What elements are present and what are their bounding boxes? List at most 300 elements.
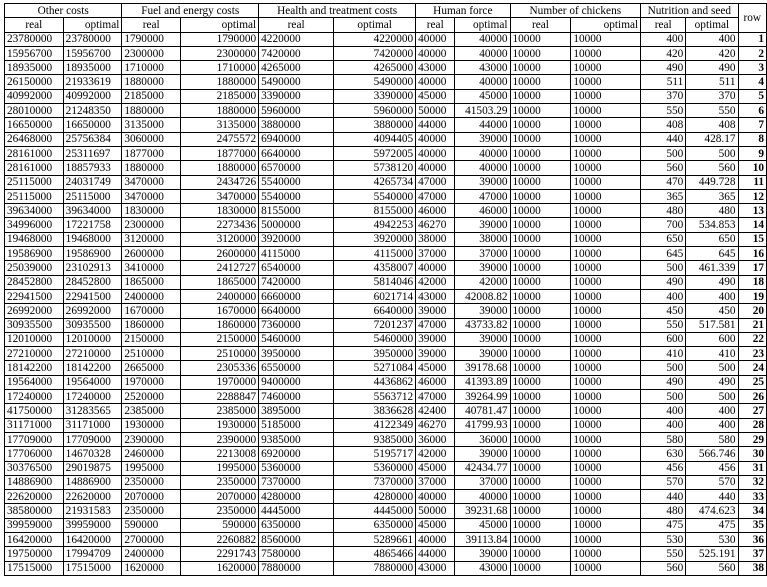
other-costs-real-cell: 19564000	[5, 375, 64, 389]
human-force-optimal-cell: 40000	[455, 161, 510, 175]
other-costs-optimal-cell: 40992000	[63, 89, 122, 103]
health-treatment-real-cell: 3895000	[259, 404, 334, 418]
human-force-optimal-cell: 39178.68	[455, 361, 510, 375]
chickens-optimal-cell: 10000	[571, 46, 641, 60]
other-costs-optimal-cell: 22620000	[63, 490, 122, 504]
fuel-energy-real-cell: 3135000	[122, 118, 181, 132]
fuel-energy-optimal-cell: 1877000	[181, 146, 259, 160]
other-costs-real-cell: 22620000	[5, 490, 64, 504]
other-costs-optimal-cell: 17221758	[63, 218, 122, 232]
nutrition-seed-real-cell: 450	[641, 304, 686, 318]
nutrition-seed-optimal-cell: 500	[686, 361, 738, 375]
fuel-energy-optimal-cell: 2600000	[181, 247, 259, 261]
nutrition-seed-real-cell: 500	[641, 390, 686, 404]
health-treatment-real-cell: 4265000	[259, 61, 334, 75]
nutrition-seed-optimal-cell: 400	[686, 32, 738, 46]
table-row	[5, 304, 767, 318]
fuel-energy-optimal-cell: 1790000	[181, 32, 259, 46]
human-force-real-cell: 45000	[416, 461, 455, 475]
other-costs-real-cell: 12010000	[5, 332, 64, 346]
other-costs-real-cell: 28161000	[5, 146, 64, 160]
table-row	[5, 89, 767, 103]
table-row	[5, 347, 767, 361]
human-force-real-cell: 45000	[416, 89, 455, 103]
other-costs-real-cell: 17709000	[5, 432, 64, 446]
chickens-real-cell: 10000	[510, 161, 571, 175]
table-row	[5, 247, 767, 261]
human-force-optimal-cell: 39000	[455, 218, 510, 232]
fuel-energy-real-cell: 1995000	[122, 461, 181, 475]
sub-header-real: real	[259, 18, 334, 32]
fuel-energy-real-cell: 3120000	[122, 232, 181, 246]
table-row	[5, 490, 767, 504]
row-number-cell: 28	[738, 418, 766, 432]
table-row	[5, 475, 767, 489]
other-costs-optimal-cell: 22941500	[63, 289, 122, 303]
nutrition-seed-optimal-cell: 645	[686, 247, 738, 261]
nutrition-seed-real-cell: 490	[641, 275, 686, 289]
health-treatment-optimal-cell: 8155000	[334, 204, 416, 218]
fuel-energy-optimal-cell: 1930000	[181, 418, 259, 432]
table-row	[5, 232, 767, 246]
other-costs-optimal-cell: 16420000	[63, 532, 122, 546]
table-body	[5, 32, 767, 575]
health-treatment-optimal-cell: 4358007	[334, 261, 416, 275]
nutrition-seed-optimal-cell: 480	[686, 204, 738, 218]
human-force-real-cell: 43000	[416, 61, 455, 75]
other-costs-real-cell: 39959000	[5, 518, 64, 532]
nutrition-seed-optimal-cell: 490	[686, 375, 738, 389]
fuel-energy-real-cell: 2300000	[122, 218, 181, 232]
row-number-cell: 37	[738, 547, 766, 561]
human-force-optimal-cell: 37000	[455, 247, 510, 261]
nutrition-seed-optimal-cell: 511	[686, 75, 738, 89]
other-costs-real-cell: 17515000	[5, 561, 64, 575]
fuel-energy-real-cell: 2350000	[122, 504, 181, 518]
other-costs-optimal-cell: 14670328	[63, 447, 122, 461]
fuel-energy-optimal-cell: 1860000	[181, 318, 259, 332]
row-number-cell: 22	[738, 332, 766, 346]
human-force-optimal-cell: 39000	[455, 132, 510, 146]
human-force-optimal-cell: 41799.93	[455, 418, 510, 432]
fuel-energy-real-cell: 2390000	[122, 432, 181, 446]
fuel-energy-optimal-cell: 1970000	[181, 375, 259, 389]
other-costs-real-cell: 18935000	[5, 61, 64, 75]
health-treatment-optimal-cell: 3836628	[334, 404, 416, 418]
human-force-real-cell: 43000	[416, 289, 455, 303]
nutrition-seed-real-cell: 570	[641, 475, 686, 489]
human-force-real-cell: 50000	[416, 104, 455, 118]
fuel-energy-real-cell: 2520000	[122, 390, 181, 404]
other-costs-real-cell: 17706000	[5, 447, 64, 461]
human-force-optimal-cell: 42008.82	[455, 289, 510, 303]
human-force-real-cell: 43000	[416, 561, 455, 575]
chickens-optimal-cell: 10000	[571, 261, 641, 275]
chickens-real-cell: 10000	[510, 247, 571, 261]
fuel-energy-optimal-cell: 2273436	[181, 218, 259, 232]
human-force-optimal-cell: 40781.47	[455, 404, 510, 418]
nutrition-seed-real-cell: 630	[641, 447, 686, 461]
table-row	[5, 432, 767, 446]
health-treatment-optimal-cell: 5195717	[334, 447, 416, 461]
fuel-energy-real-cell: 1790000	[122, 32, 181, 46]
fuel-energy-optimal-cell: 2434726	[181, 175, 259, 189]
other-costs-optimal-cell: 19468000	[63, 232, 122, 246]
nutrition-seed-real-cell: 645	[641, 247, 686, 261]
fuel-energy-real-cell: 1930000	[122, 418, 181, 432]
other-costs-real-cell: 28452800	[5, 275, 64, 289]
health-treatment-optimal-cell: 6021714	[334, 289, 416, 303]
row-number-cell: 17	[738, 261, 766, 275]
sub-header-optimal: optimal	[181, 18, 259, 32]
nutrition-seed-optimal-cell: 400	[686, 418, 738, 432]
row-number-cell: 33	[738, 490, 766, 504]
row-number-cell: 11	[738, 175, 766, 189]
fuel-energy-optimal-cell: 1880000	[181, 161, 259, 175]
health-treatment-optimal-cell: 6640000	[334, 304, 416, 318]
table-row	[5, 375, 767, 389]
other-costs-optimal-cell: 24031749	[63, 175, 122, 189]
other-costs-optimal-cell: 23780000	[63, 32, 122, 46]
other-costs-real-cell: 19750000	[5, 547, 64, 561]
row-number-cell: 3	[738, 61, 766, 75]
other-costs-optimal-cell: 39959000	[63, 518, 122, 532]
chickens-real-cell: 10000	[510, 304, 571, 318]
health-treatment-real-cell: 4445000	[259, 504, 334, 518]
other-costs-optimal-cell: 29019875	[63, 461, 122, 475]
chickens-optimal-cell: 10000	[571, 232, 641, 246]
human-force-optimal-cell: 39000	[455, 447, 510, 461]
health-treatment-optimal-cell: 5289661	[334, 532, 416, 546]
human-force-optimal-cell: 39113.84	[455, 532, 510, 546]
health-treatment-real-cell: 7370000	[259, 475, 334, 489]
chickens-optimal-cell: 10000	[571, 547, 641, 561]
table-row	[5, 504, 767, 518]
fuel-energy-real-cell: 1620000	[122, 561, 181, 575]
row-number-cell: 24	[738, 361, 766, 375]
health-treatment-optimal-cell: 5460000	[334, 332, 416, 346]
human-force-real-cell: 50000	[416, 504, 455, 518]
human-force-real-cell: 46270	[416, 218, 455, 232]
fuel-energy-real-cell: 1710000	[122, 61, 181, 75]
nutrition-seed-real-cell: 400	[641, 418, 686, 432]
human-force-real-cell: 40000	[416, 146, 455, 160]
chickens-real-cell: 10000	[510, 289, 571, 303]
chickens-real-cell: 10000	[510, 189, 571, 203]
other-costs-real-cell: 25115000	[5, 175, 64, 189]
chickens-real-cell: 10000	[510, 390, 571, 404]
table-row	[5, 332, 767, 346]
group-header-nutrition-seed: Nutrition and seed	[641, 4, 738, 18]
human-force-optimal-cell: 40000	[455, 490, 510, 504]
sub-header-real: real	[510, 18, 571, 32]
other-costs-optimal-cell: 25115000	[63, 189, 122, 203]
row-number-cell: 14	[738, 218, 766, 232]
chickens-real-cell: 10000	[510, 475, 571, 489]
other-costs-real-cell: 25115000	[5, 189, 64, 203]
human-force-real-cell: 39000	[416, 347, 455, 361]
fuel-energy-real-cell: 1880000	[122, 75, 181, 89]
nutrition-seed-optimal-cell: 410	[686, 347, 738, 361]
health-treatment-optimal-cell: 5360000	[334, 461, 416, 475]
human-force-optimal-cell: 40000	[455, 46, 510, 60]
fuel-energy-real-cell: 1880000	[122, 104, 181, 118]
table-row	[5, 189, 767, 203]
fuel-energy-real-cell: 2510000	[122, 347, 181, 361]
chickens-real-cell: 10000	[510, 347, 571, 361]
other-costs-real-cell: 23780000	[5, 32, 64, 46]
nutrition-seed-optimal-cell: 420	[686, 46, 738, 60]
fuel-energy-real-cell: 3060000	[122, 132, 181, 146]
other-costs-optimal-cell: 18857933	[63, 161, 122, 175]
sub-header-optimal: optimal	[571, 18, 641, 32]
nutrition-seed-real-cell: 550	[641, 547, 686, 561]
health-treatment-real-cell: 6640000	[259, 304, 334, 318]
human-force-optimal-cell: 46000	[455, 204, 510, 218]
nutrition-seed-real-cell: 400	[641, 289, 686, 303]
row-number-cell: 29	[738, 432, 766, 446]
chickens-optimal-cell: 10000	[571, 61, 641, 75]
other-costs-optimal-cell: 14886900	[63, 475, 122, 489]
chickens-real-cell: 10000	[510, 332, 571, 346]
chickens-real-cell: 10000	[510, 532, 571, 546]
health-treatment-real-cell: 5360000	[259, 461, 334, 475]
row-number-cell: 38	[738, 561, 766, 575]
health-treatment-optimal-cell: 5540000	[334, 189, 416, 203]
group-header-health-treatment-costs: Health and treatment costs	[259, 4, 416, 18]
health-treatment-real-cell: 4280000	[259, 490, 334, 504]
health-treatment-optimal-cell: 3950000	[334, 347, 416, 361]
row-number-cell: 4	[738, 75, 766, 89]
fuel-energy-real-cell: 590000	[122, 518, 181, 532]
human-force-real-cell: 36000	[416, 432, 455, 446]
fuel-energy-optimal-cell: 2260882	[181, 532, 259, 546]
other-costs-real-cell: 17240000	[5, 390, 64, 404]
other-costs-real-cell: 15956700	[5, 46, 64, 60]
human-force-optimal-cell: 39000	[455, 347, 510, 361]
chickens-optimal-cell: 10000	[571, 189, 641, 203]
health-treatment-optimal-cell: 5563712	[334, 390, 416, 404]
row-number-cell: 34	[738, 504, 766, 518]
human-force-optimal-cell: 39000	[455, 304, 510, 318]
chickens-optimal-cell: 10000	[571, 104, 641, 118]
human-force-optimal-cell: 39000	[455, 175, 510, 189]
nutrition-seed-real-cell: 550	[641, 318, 686, 332]
fuel-energy-real-cell: 2600000	[122, 247, 181, 261]
health-treatment-real-cell: 3880000	[259, 118, 334, 132]
nutrition-seed-real-cell: 650	[641, 232, 686, 246]
nutrition-seed-real-cell: 550	[641, 104, 686, 118]
row-number-cell: 10	[738, 161, 766, 175]
chickens-optimal-cell: 10000	[571, 289, 641, 303]
row-number-cell: 25	[738, 375, 766, 389]
human-force-optimal-cell: 39231.68	[455, 504, 510, 518]
sub-header-optimal: optimal	[334, 18, 416, 32]
other-costs-real-cell: 41750000	[5, 404, 64, 418]
health-treatment-optimal-cell: 5271084	[334, 361, 416, 375]
table-row	[5, 104, 767, 118]
health-treatment-real-cell: 5000000	[259, 218, 334, 232]
health-treatment-real-cell: 6570000	[259, 161, 334, 175]
chickens-real-cell: 10000	[510, 447, 571, 461]
health-treatment-optimal-cell: 4445000	[334, 504, 416, 518]
human-force-real-cell: 39000	[416, 304, 455, 318]
other-costs-real-cell: 28161000	[5, 161, 64, 175]
row-number-cell: 5	[738, 89, 766, 103]
health-treatment-real-cell: 7460000	[259, 390, 334, 404]
chickens-optimal-cell: 10000	[571, 175, 641, 189]
chickens-optimal-cell: 10000	[571, 247, 641, 261]
health-treatment-real-cell: 6550000	[259, 361, 334, 375]
human-force-real-cell: 47000	[416, 189, 455, 203]
chickens-optimal-cell: 10000	[571, 304, 641, 318]
row-number-cell: 18	[738, 275, 766, 289]
chickens-optimal-cell: 10000	[571, 275, 641, 289]
health-treatment-optimal-cell: 6350000	[334, 518, 416, 532]
fuel-energy-real-cell: 1970000	[122, 375, 181, 389]
human-force-optimal-cell: 42000	[455, 275, 510, 289]
chickens-real-cell: 10000	[510, 261, 571, 275]
nutrition-seed-real-cell: 580	[641, 432, 686, 446]
other-costs-optimal-cell: 21931583	[63, 504, 122, 518]
health-treatment-real-cell: 9400000	[259, 375, 334, 389]
other-costs-optimal-cell: 25311697	[63, 146, 122, 160]
human-force-real-cell: 40000	[416, 75, 455, 89]
fuel-energy-real-cell: 2700000	[122, 532, 181, 546]
health-treatment-optimal-cell: 4220000	[334, 32, 416, 46]
fuel-energy-optimal-cell: 2305336	[181, 361, 259, 375]
other-costs-optimal-cell: 19564000	[63, 375, 122, 389]
table-row	[5, 447, 767, 461]
health-treatment-real-cell: 7420000	[259, 275, 334, 289]
row-number-cell: 21	[738, 318, 766, 332]
chickens-real-cell: 10000	[510, 118, 571, 132]
fuel-energy-optimal-cell: 2185000	[181, 89, 259, 103]
human-force-optimal-cell: 40000	[455, 75, 510, 89]
nutrition-seed-real-cell: 700	[641, 218, 686, 232]
table-row	[5, 289, 767, 303]
other-costs-real-cell: 19586900	[5, 247, 64, 261]
nutrition-seed-real-cell: 440	[641, 490, 686, 504]
nutrition-seed-optimal-cell: 534.853	[686, 218, 738, 232]
human-force-optimal-cell: 41503.29	[455, 104, 510, 118]
health-treatment-real-cell: 3920000	[259, 232, 334, 246]
other-costs-real-cell: 28010000	[5, 104, 64, 118]
chickens-optimal-cell: 10000	[571, 375, 641, 389]
fuel-energy-real-cell: 2400000	[122, 289, 181, 303]
nutrition-seed-optimal-cell: 500	[686, 390, 738, 404]
other-costs-real-cell: 16420000	[5, 532, 64, 546]
health-treatment-optimal-cell: 3880000	[334, 118, 416, 132]
human-force-real-cell: 44000	[416, 547, 455, 561]
chickens-real-cell: 10000	[510, 375, 571, 389]
nutrition-seed-optimal-cell: 566.746	[686, 447, 738, 461]
human-force-optimal-cell: 39000	[455, 332, 510, 346]
other-costs-optimal-cell: 18935000	[63, 61, 122, 75]
row-number-cell: 23	[738, 347, 766, 361]
fuel-energy-optimal-cell: 2385000	[181, 404, 259, 418]
chickens-real-cell: 10000	[510, 561, 571, 575]
chickens-real-cell: 10000	[510, 61, 571, 75]
nutrition-seed-real-cell: 370	[641, 89, 686, 103]
fuel-energy-real-cell: 2300000	[122, 46, 181, 60]
row-number-cell: 6	[738, 104, 766, 118]
human-force-real-cell: 47000	[416, 390, 455, 404]
sub-header-row	[5, 18, 767, 32]
row-number-cell: 19	[738, 289, 766, 303]
health-treatment-real-cell: 7420000	[259, 46, 334, 60]
row-number-cell: 8	[738, 132, 766, 146]
table-row	[5, 318, 767, 332]
health-treatment-real-cell: 6540000	[259, 261, 334, 275]
health-treatment-real-cell: 6660000	[259, 289, 334, 303]
health-treatment-real-cell: 3950000	[259, 347, 334, 361]
fuel-energy-optimal-cell: 1620000	[181, 561, 259, 575]
fuel-energy-optimal-cell: 2412727	[181, 261, 259, 275]
nutrition-seed-real-cell: 500	[641, 261, 686, 275]
health-treatment-real-cell: 6350000	[259, 518, 334, 532]
nutrition-seed-optimal-cell: 570	[686, 475, 738, 489]
health-treatment-real-cell: 5185000	[259, 418, 334, 432]
table-row	[5, 161, 767, 175]
fuel-energy-real-cell: 3470000	[122, 175, 181, 189]
chickens-optimal-cell: 10000	[571, 347, 641, 361]
human-force-real-cell: 37000	[416, 247, 455, 261]
table-row	[5, 146, 767, 160]
fuel-energy-optimal-cell: 2300000	[181, 46, 259, 60]
sub-header-real: real	[641, 18, 686, 32]
nutrition-seed-real-cell: 490	[641, 375, 686, 389]
nutrition-seed-real-cell: 400	[641, 32, 686, 46]
table-row	[5, 518, 767, 532]
fuel-energy-real-cell: 2460000	[122, 447, 181, 461]
other-costs-optimal-cell: 21248350	[63, 104, 122, 118]
nutrition-seed-real-cell: 420	[641, 46, 686, 60]
sub-header-real: real	[5, 18, 64, 32]
chickens-real-cell: 10000	[510, 175, 571, 189]
other-costs-optimal-cell: 17994709	[63, 547, 122, 561]
row-number-cell: 27	[738, 404, 766, 418]
sub-header-real: real	[122, 18, 181, 32]
health-treatment-real-cell: 4220000	[259, 32, 334, 46]
other-costs-real-cell: 19468000	[5, 232, 64, 246]
other-costs-optimal-cell: 15956700	[63, 46, 122, 60]
human-force-real-cell: 47000	[416, 175, 455, 189]
human-force-real-cell: 46270	[416, 418, 455, 432]
health-treatment-optimal-cell: 7880000	[334, 561, 416, 575]
nutrition-seed-real-cell: 500	[641, 146, 686, 160]
health-treatment-optimal-cell: 4265000	[334, 61, 416, 75]
chickens-optimal-cell: 10000	[571, 75, 641, 89]
human-force-real-cell: 40000	[416, 46, 455, 60]
chickens-optimal-cell: 10000	[571, 118, 641, 132]
health-treatment-real-cell: 7880000	[259, 561, 334, 575]
human-force-optimal-cell: 41393.89	[455, 375, 510, 389]
other-costs-optimal-cell: 21933619	[63, 75, 122, 89]
nutrition-seed-real-cell: 400	[641, 404, 686, 418]
chickens-real-cell: 10000	[510, 418, 571, 432]
nutrition-seed-real-cell: 470	[641, 175, 686, 189]
table-row	[5, 261, 767, 275]
health-treatment-real-cell: 4115000	[259, 247, 334, 261]
other-costs-optimal-cell: 23102913	[63, 261, 122, 275]
health-treatment-real-cell: 5490000	[259, 75, 334, 89]
nutrition-seed-optimal-cell: 456	[686, 461, 738, 475]
human-force-optimal-cell: 40000	[455, 32, 510, 46]
fuel-energy-optimal-cell: 1710000	[181, 61, 259, 75]
other-costs-optimal-cell: 17515000	[63, 561, 122, 575]
row-number-cell: 15	[738, 232, 766, 246]
